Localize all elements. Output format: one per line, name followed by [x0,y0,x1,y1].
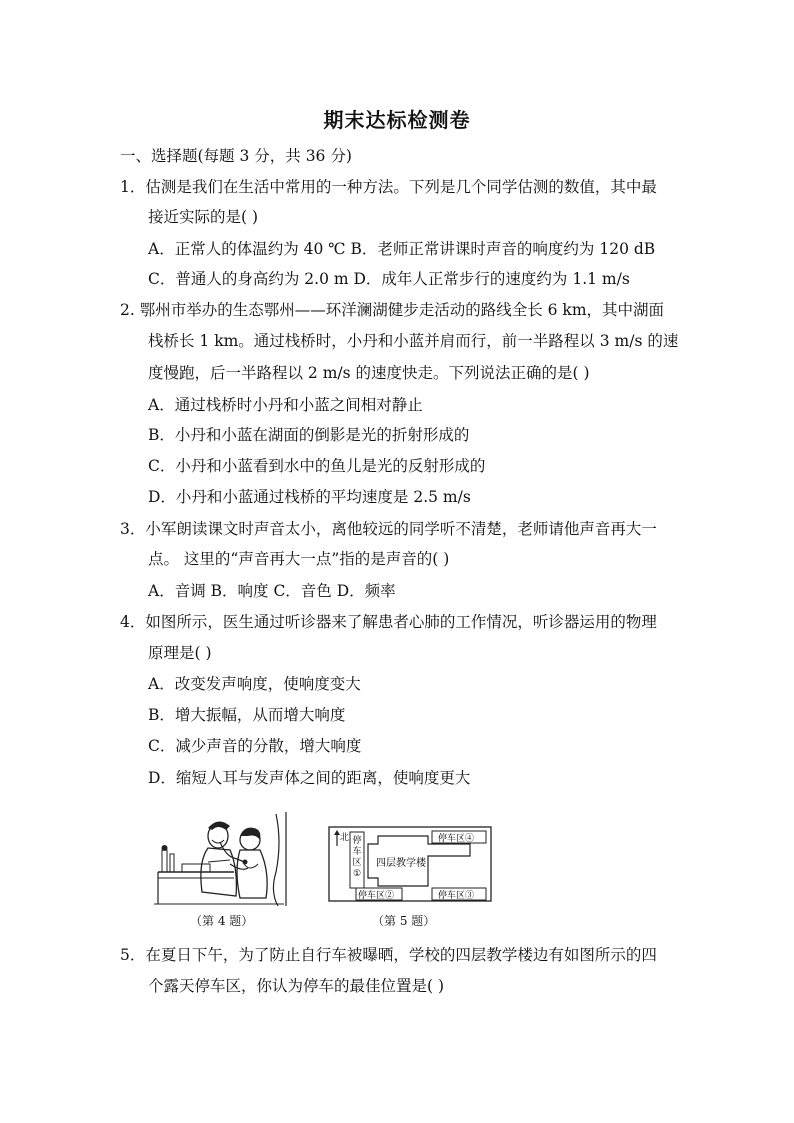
q3-line1: 3．小军朗读课文时声音太小，离他较远的同学听不清楚，老师请他声音再大一 [120,520,657,538]
q5-line1: 5．在夏日下午，为了防止自行车被曝晒，学校的四层教学楼边有如图所示的四 [120,946,657,964]
north-label: 北 [340,833,350,843]
fig4-caption: （第 4 题） [190,914,254,928]
q1-options-ab: A．正常人的体温约为 40 ℃ B．老师正常讲课时声音的响度约为 120 dB [148,240,656,258]
parking-map [328,826,492,902]
figures-row [150,812,670,932]
q4-line2: 原理是( ) [148,644,212,662]
q4-option-b: B．增大振幅，从而增大响度 [148,706,346,724]
doctor-stethoscope-illustration [154,812,294,907]
lot3-label: 停车区③ [438,891,475,901]
building-label: 四层教学楼 [376,858,426,869]
q4-line1: 4．如图所示，医生通过听诊器来了解患者心肺的工作情况，听诊器运用的物理 [120,613,657,631]
q2-option-d: D．小丹和小蓝通过栈桥的平均速度是 2.5 m/s [148,488,471,506]
lot2-label: 停车区② [358,891,395,901]
q1-line2: 接近实际的是( ) [148,208,259,226]
q5-line2: 个露天停车区，你认为停车的最佳位置是( ) [148,977,445,995]
fig5-caption: （第 5 题） [372,914,436,928]
q4-option-d: D．缩短人耳与发声体之间的距离，使响度更大 [148,769,471,787]
q3-line2: 点。 这里的“声音再大一点”指的是声音的( ) [148,550,450,568]
page-title: 期末达标检测卷 [323,108,471,132]
q2-option-a: A．通过栈桥时小丹和小蓝之间相对静止 [148,396,423,414]
q2-option-b: B．小丹和小蓝在湖面的倒影是光的折射形成的 [148,426,470,444]
q2-line1: 2. 鄂州市举办的生态鄂州——环洋澜湖健步走活动的路线全长 6 km，其中湖面 [120,301,665,319]
q4-option-a: A．改变发声响度，使响度变大 [148,675,361,693]
q2-line2: 栈桥长 1 km。通过栈桥时，小丹和小蓝并肩而行，前一半路程以 3 m/s 的速 [148,332,679,350]
q1-line1: 1．估测是我们在生活中常用的一种方法。下列是几个同学估测的数值，其中最 [120,178,657,196]
q2-line3: 度慢跑，后一半路程以 2 m/s 的速度快走。下列说法正确的是( ) [148,364,590,382]
q3-options: A．音调 B．响度 C．音色 D．频率 [148,582,396,600]
q2-option-c: C．小丹和小蓝看到水中的鱼儿是光的反射形成的 [148,457,486,475]
lot4-label: 停车区④ [438,834,475,844]
lot1-label: 停车区 ① [352,836,362,879]
q1-options-cd: C．普通人的身高约为 2.0 m D．成年人正常步行的速度约为 1.1 m/s [148,270,630,288]
section-heading: 一、选择题(每题 3 分，共 36 分) [120,147,352,165]
q4-option-c: C．减少声音的分散，增大响度 [148,737,362,755]
